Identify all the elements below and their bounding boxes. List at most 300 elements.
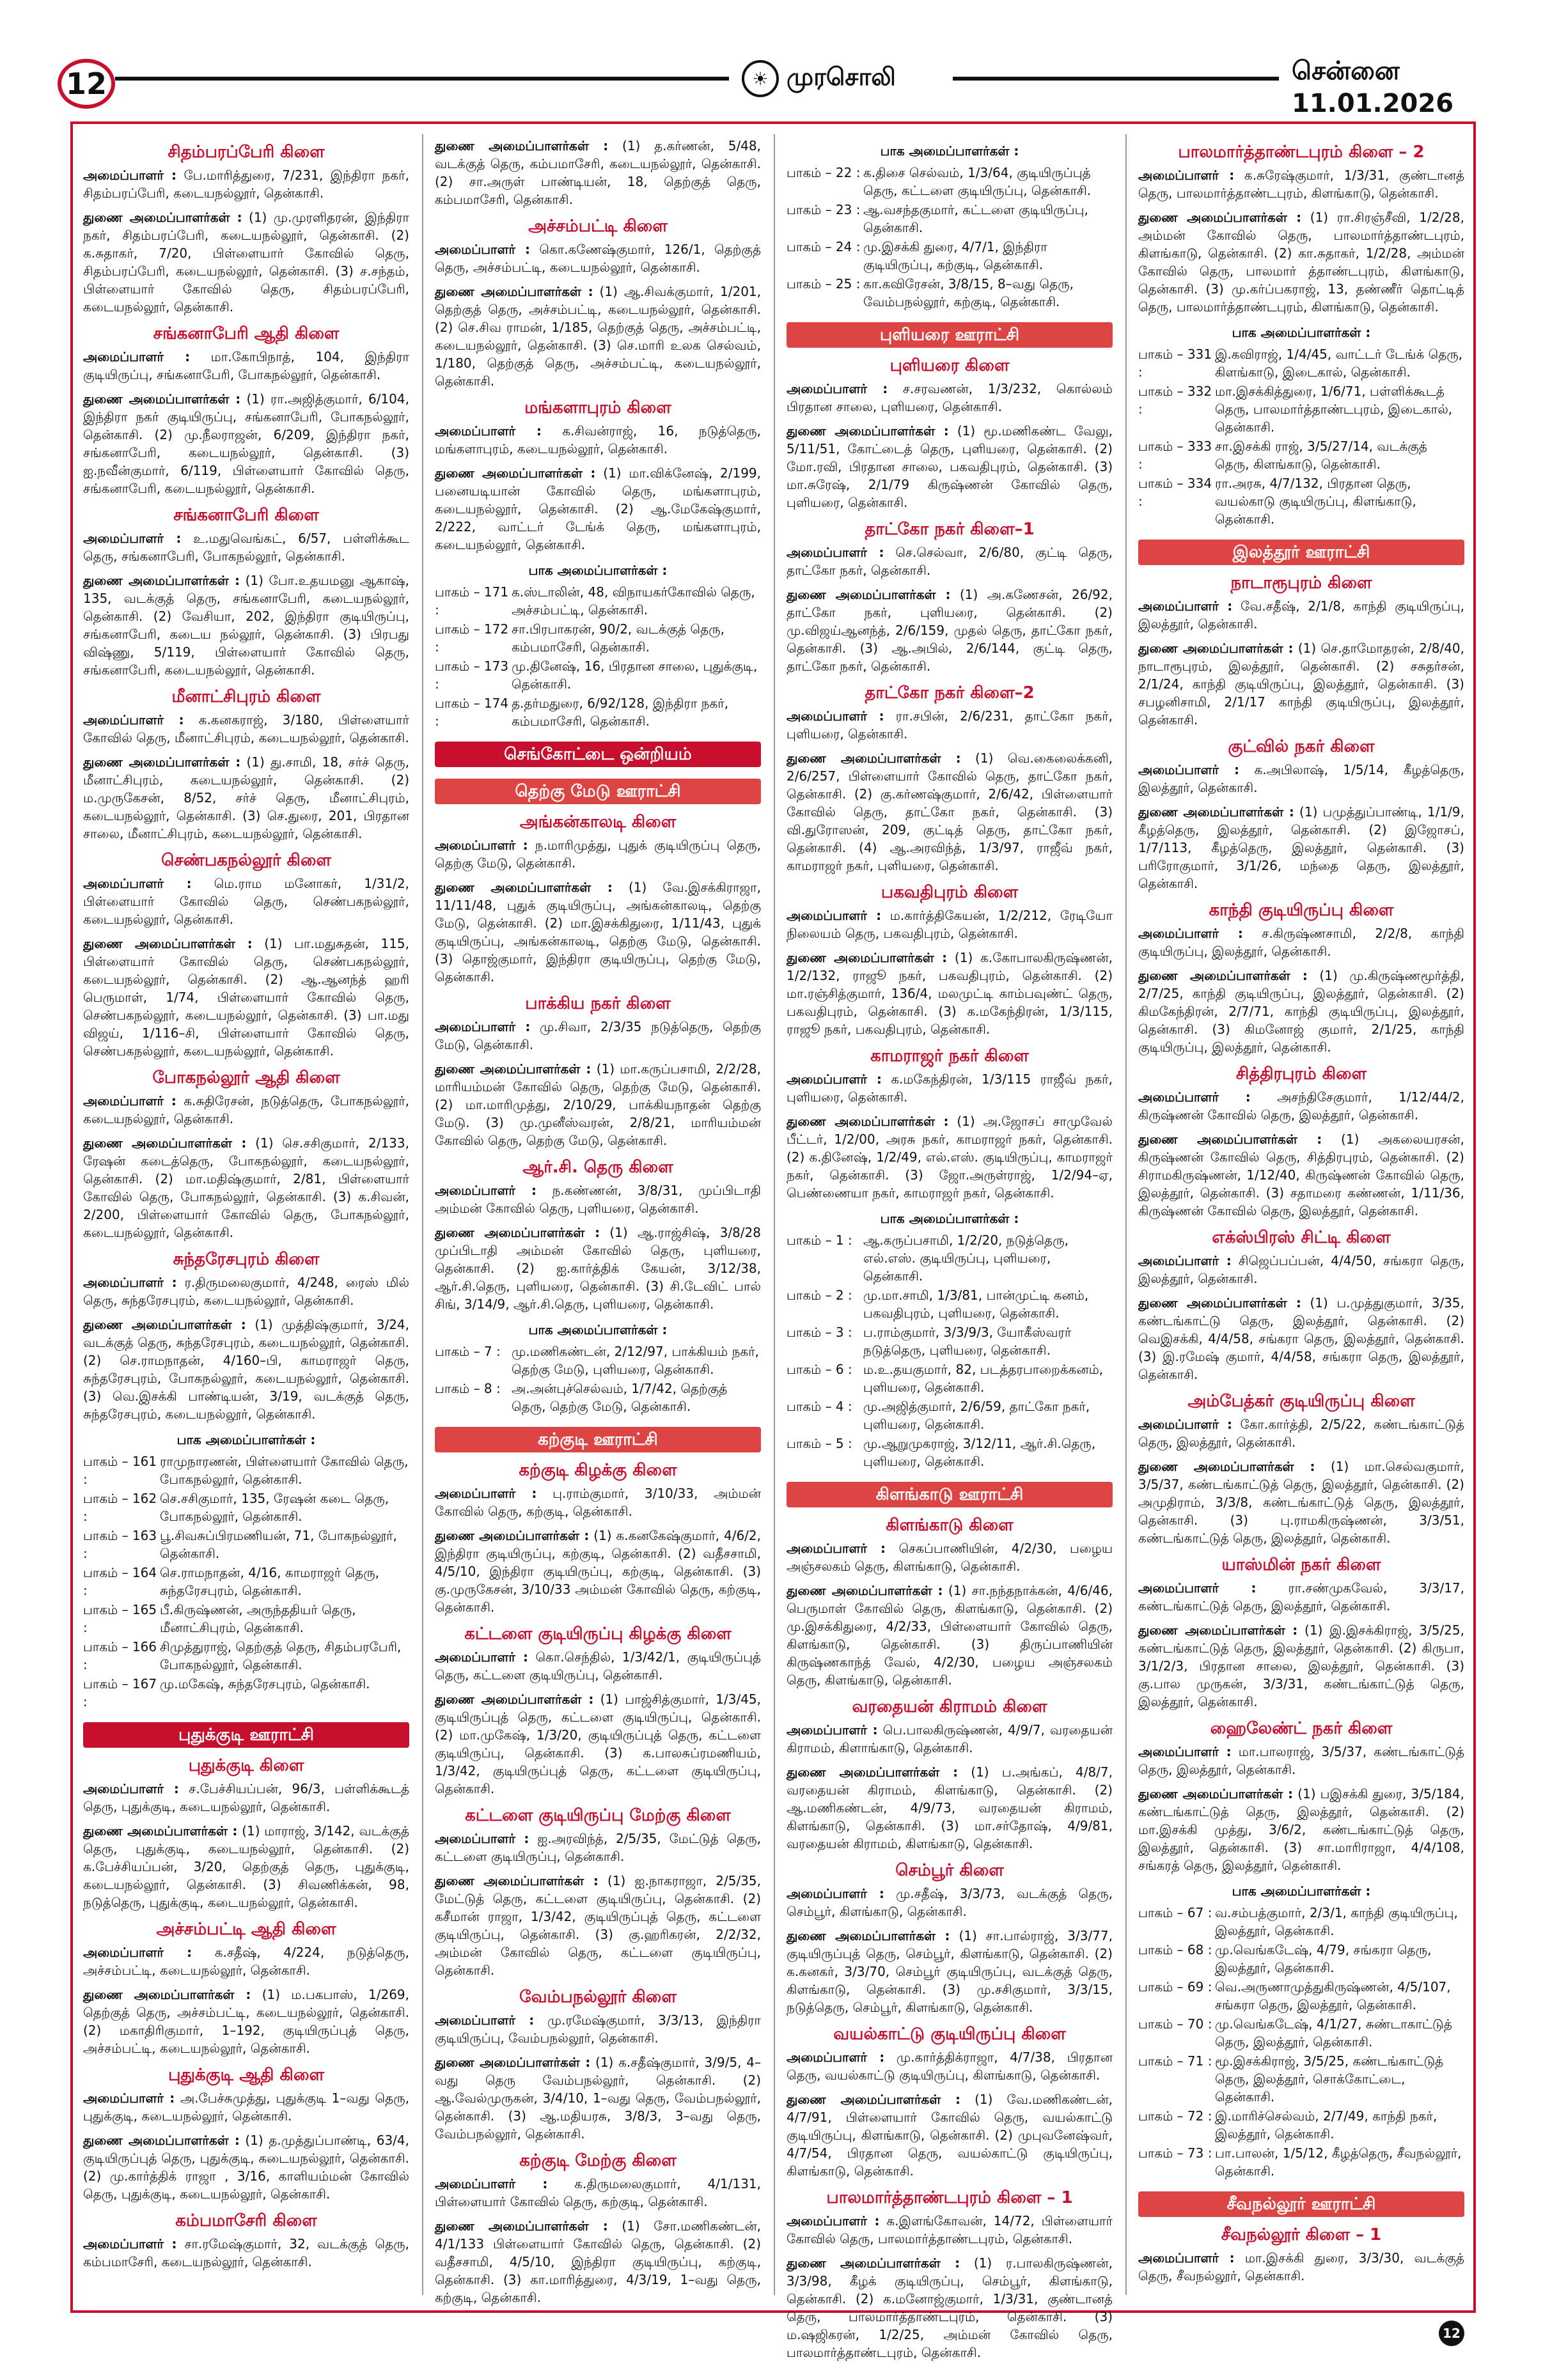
office-bearer-entry [787, 1070, 1113, 1106]
branch-title: கம்பமாசேரி கிளை [175, 2211, 317, 2230]
member-details: வே.சதீஷ், 2/1/8, காந்தி குடியிருப்பு, இலத்தூர், தென்காசி. [1138, 598, 1464, 632]
office-bearer-entry [1138, 1579, 1464, 1615]
role-label: துணை அமைப்பாளர்கள் : [83, 573, 240, 588]
member-details: (1) இ.இசக்கிராஜ், 3/5/25, கண்டங்காட்டுத் தெரு, இலத்தூர், தென்காசி. (2) கிருபா, 3/1/2/3, பிரதான சாலை, இலத்தூர், தென்காசி. (3) கு.பால முருகன், 3/3/31, கண்டங்காட்டுத் தெரு, இலத்தூர், தென்காசி. [1138, 1622, 1464, 1709]
office-bearer-entry [83, 529, 409, 565]
office-bearer-entry [1138, 597, 1464, 633]
office-bearer-entry [435, 1018, 761, 1054]
member-details: (1) ப.அங்கப், 4/8/7, வரதையன் கிராமம், கிளங்காடு, தென்காசி. (2) ஆ.மணிகண்டன், 4/9/73, வரதையன் கிராமம், கிளங்காடு, தென்காசி. (3) மா.சர்தோஷ், 4/9/81, வரதையன் கிராமம், கிளங்காடு, தென்காசி. [787, 1764, 1113, 1851]
ward-organizer: ரா.அரசு, 4/7/132, பிரதான தெரு, வயல்காடு குடியிருப்பு, கிளங்காடு, தென்காசி. [1215, 476, 1416, 527]
branch-title: காந்தி குடியிருப்பு கிளை [1209, 901, 1394, 920]
role-label: அமைப்பாளர் : [1138, 1089, 1251, 1105]
member-details: க.கனகராஜ், 3/180, பிள்ளையார் கோவில் தெரு, மீனாட்சிபுரம், கடையநல்லூர், தென்காசி. [83, 712, 409, 745]
ward-organizer: வெ.அருணாமுத்துகிருஷ்ணன், 4/5/107, சங்கரா தெரு, இலத்தூர், தென்காசி. [1215, 1979, 1451, 2012]
role-label: அமைப்பாளர் : [787, 908, 882, 923]
member-details: சா.ரமேஷ்குமார், 32, வடக்குத் தெரு, கம்பமாசேரி, கடையநல்லூர், தென்காசி. [83, 2236, 410, 2269]
role-label: அமைப்பாளர் : [1138, 598, 1233, 614]
ward-number: பாகம் – 164 : [83, 1565, 157, 1598]
branch-title: ஹைலேண்ட் நகர் கிளை [1210, 1719, 1393, 1738]
ward-row [1138, 1904, 1464, 1940]
ward-organizer: மு.மா.சாமி, 1/3/81, பான்முட்டி கனம், பகவதிபுரம், புளியரை, தென்காசி. [863, 1287, 1089, 1321]
member-details: (1) மு.முரளிதரன், இந்திரா நகர், சிதம்பரப்பேரி, கடையநல்லூர், தென்காசி. (2) க.சுதாகர், 7/20, பிள்ளையார் கோவில் தெரு, சிதம்பரப்பேரி, கடையநல்லூர், தென்காசி. (3) ச.சந்தம், பிள்ளையார் கோவில் தெரு, சிதம்பரப்பேரி, கடையநல்லூர், தென்காசி. [83, 210, 409, 315]
ward-number: பாகம் – 68 : [1138, 1942, 1212, 1957]
section-banner: கற்குடி ஊராட்சி [435, 1427, 761, 1452]
member-details: (1) மா.விக்னேஷ், 2/199, பனையடியான் கோவில் தெரு, மங்களாபுரம், கடையநல்லூர், தென்காசி. (2) ஆ.மேகேஷ்குமார், 2/222, வாட்டர் டேங்க் தெரு, மங்களாபுரம், கடையநல்லூர், தென்காசி. [435, 465, 761, 552]
ward-organizer: மு.வெங்கடேஷ், 4/1/27, சுண்டாகாட்டுத் தெரு, இலத்தூர், தென்காசி. [1215, 2016, 1452, 2049]
ward-row [435, 620, 761, 656]
office-bearer-entry [435, 2217, 761, 2306]
ward-row [787, 1360, 1113, 1396]
member-details: செ.செல்வா, 2/6/80, குட்டி தெரு, தாட்கோ நகர், தென்காசி. [787, 545, 1113, 578]
branch-title: சங்கனாபேரி கிளை [173, 506, 319, 525]
role-label: துணை அமைப்பாளர்கள் : [787, 950, 948, 965]
ward-number: பாகம் – 333 : [1138, 439, 1212, 472]
ward-row [1138, 2052, 1464, 2106]
branch-title: செம்பூர் கிளை [895, 1861, 1004, 1880]
ward-row [787, 164, 1113, 199]
ward-row [1138, 474, 1464, 528]
office-bearer-entry [1138, 166, 1464, 202]
ward-number: பாகம் – 3 : [787, 1325, 852, 1340]
office-bearer-entry [83, 1822, 409, 1911]
office-bearer-entry [435, 836, 761, 872]
role-label: அமைப்பாளர் : [435, 1183, 537, 1198]
role-label: அமைப்பாளர் : [1138, 762, 1240, 777]
ward-organizer: இ.மாரிச்செல்வம், 2/7/49, காந்தி நகர், இலத்தூர், தென்காசி. [1215, 2108, 1437, 2142]
office-bearer-entry [787, 543, 1113, 579]
role-label: துணை அமைப்பாளர்கள் : [1138, 641, 1294, 656]
office-bearer-entry [1138, 1294, 1464, 1383]
branch-title: அம்பேத்கர் குடியிருப்பு கிளை [1187, 1392, 1415, 1411]
member-details: பு.ராம்குமார், 3/10/33, அம்மன் கோவில் தெரு, கற்குடி, தென்காசி. [435, 1486, 761, 1519]
member-details: ஐ.அரவிந்த், 2/5/35, மேட்டுத் தெரு, கட்டளை குடியிருப்பு, தென்காசி. [435, 1831, 762, 1864]
ward-organizer: பூ.சிவசுப்பிரமணியன், 71, போகநல்லூர், தென்காசி. [160, 1528, 397, 1561]
ward-organizer: அ.அன்புச்செல்வம், 1/7/42, தெற்குத் தெரு, தெற்கு மேடு, தென்காசி. [512, 1381, 728, 1414]
office-bearer-entry [1138, 1743, 1464, 1778]
office-bearer-entry [787, 1763, 1113, 1853]
branch-title: பாக்கிய நகர் கிளை [525, 994, 671, 1013]
office-bearer-entry [435, 1527, 761, 1616]
role-label: அமைப்பாளர் : [435, 2176, 548, 2191]
ward-row [1138, 345, 1464, 381]
role-label: அமைப்பாளர் : [435, 2012, 535, 2028]
member-details: மா.கோபிநாத், 104, இந்திரா குடியிருப்பு, சங்கனாபேரி, போகநல்லூர், தென்காசி. [83, 349, 410, 382]
role-label: அமைப்பாளர் : [83, 2090, 175, 2106]
office-bearer-entry [435, 137, 761, 208]
role-label: துணை அமைப்பாளர்கள் : [435, 2218, 608, 2234]
member-details: மெ.ராம மனோகர், 1/31/2, பிள்ளையார் கோவில் தெரு, செண்பகநல்லூர், கடையநல்லூர், தென்காசி. [83, 876, 410, 927]
role-label: துணை அமைப்பாளர்கள் : [435, 1692, 594, 1707]
member-details: ச.பேச்சியப்பன், 96/3, பள்ளிக்கூடத் தெரு, புதுக்குடி, கடையநல்லூர், தென்காசி. [83, 1781, 410, 1814]
role-label: அமைப்பாளர் : [83, 712, 184, 727]
member-details: (1) மா.செல்வகுமார், 3/5/37, கண்டங்காட்டுத் தெரு, இலத்தூர், தென்காசி. (2) அமுதிராம், 3/3/8, கண்டங்காட்டுத் தெரு, இலத்தூர், தென்காசி. (3) பு.ராமகிருஷ்ணன், 3/3/51, கண்டங்காட்டுத் தெரு, இலத்தூர், தென்காசி. [1138, 1459, 1464, 1546]
role-label: துணை அமைப்பாளர்கள் : [83, 1987, 251, 2002]
member-details: (1) அ.ஜோசப் சாமுவேல் பீட்டர், 1/2/00, அரசு நகர், காமராஜர் நகர், தென்காசி. (2) க.தினேஷ், 1/2/49, எல்.எஸ். குடியிருப்பு, காமராஜர் நகர், தென்காசி. (3) ஜோ.அருள்ராஜ், 1/2/94–ஏ, பெண்ணையா நகர், காமராஜர் நகர், தென்காசி. [787, 1114, 1113, 1201]
section-banner: கிளங்காடு ஊராட்சி [787, 1482, 1113, 1507]
role-label: துணை அமைப்பாளர்கள் : [787, 2092, 960, 2107]
ward-number: பாகம் – 5 : [787, 1436, 852, 1451]
ward-number: பாகம் – 6 : [787, 1362, 852, 1377]
ward-number: பாகம் – 332 : [1138, 384, 1212, 417]
ward-number: பாகம் – 171 : [435, 584, 509, 618]
office-bearer-entry [787, 1112, 1113, 1202]
member-details: ரா.சண்முகவேல், 3/3/17, கண்டங்காட்டுத் தெரு, இலத்தூர், தென்காசி. [1138, 1580, 1465, 1614]
ward-number: பாகம் – 4 : [787, 1399, 852, 1414]
office-bearer-entry [83, 1273, 409, 1309]
office-bearer-entry [787, 949, 1113, 1038]
member-details: (1) ரா.சிரஞ்சீவி, 1/2/28, அம்மன் கோவில் தெரு, பாலமார்த்தாண்டபுரம், கிளங்காடு, தென்காசி. (2) கா.சுதாகர், 1/2/28, அம்மன் கோவில் தெரு, பாலமார் த்தாண்டபுரம், கிளங்காடு, தென்காசி. (3) மு.கர்ப்பகராஜ், 13, தண்ணீர் தொட்டித் தெரு, பாலமார்த்தாண்டபுரம், கிளங்காடு, தென்காசி. [1138, 210, 1464, 315]
role-label: துணை அமைப்பாளர்கள் : [1138, 1295, 1301, 1311]
section-banner: புளியரை ஊராட்சி [787, 322, 1113, 348]
office-bearer-entry [83, 2235, 409, 2271]
member-details: சிஜெப்பப்பன், 4/4/50, சங்கரா தெரு, இலத்தூர், தென்காசி. [1138, 1253, 1464, 1286]
office-bearer-entry [435, 1060, 761, 1149]
member-details: மா.இசக்கி துரை, 3/3/30, வடக்குத் தெரு, சீவநல்லூர், தென்காசி. [1138, 2250, 1465, 2283]
role-label: அமைப்பாளர் : [83, 2236, 177, 2252]
office-bearer-entry [83, 348, 409, 384]
office-bearer-entry [787, 1539, 1113, 1575]
role-label: துணை அமைப்பாளர்கள் : [1138, 1459, 1315, 1474]
office-bearer-entry [787, 707, 1113, 743]
branch-title: போகநல்லூர் ஆதி கிளை [152, 1068, 340, 1087]
ward-organizer: செ.சசிகுமார், 135, ரேஷன் கடை தெரு, போகநல்லூர், தென்காசி. [160, 1491, 389, 1524]
branch-title: தாட்கோ நகர் கிளை–1 [865, 520, 1035, 539]
office-bearer-entry [1138, 1458, 1464, 1547]
office-bearer-entry [787, 749, 1113, 875]
office-bearer-entry [435, 1484, 761, 1520]
ward-row [83, 1638, 409, 1674]
office-bearer-entry [787, 2090, 1113, 2180]
masthead [45, 38, 1498, 118]
ward-organizer: ராமுநாரணன், பிள்ளையார் கோவில் தெரு, போகநல்லூர், தென்காசி. [160, 1454, 409, 1487]
office-bearer-entry [83, 2089, 409, 2125]
role-label: துணை அமைப்பாளர்கள் : [435, 465, 596, 481]
office-bearer-entry [435, 1224, 761, 1313]
role-label: துணை அமைப்பாளர்கள் : [435, 1225, 600, 1240]
ward-list-title: பாக அமைப்பாளர்கள் : [880, 143, 1019, 159]
member-details: (1) மாராஜ், 3/142, வடக்குத் தெரு, புதுக்குடி, கடையநல்லூர், தென்காசி. (2) க.பேச்சியப்பன், 3/20, தெற்குத் தெரு, புதுக்குடி, கடையநல்லூர், தென்காசி. (3) சிவணிக்கன், 98, நடுத்தெரு, புதுக்குடி, கடையநல்லூர், தென்காசி. [83, 1823, 409, 1910]
column-3 [787, 134, 1113, 2368]
member-details: உ.மதுவெங்கட், 6/57, பள்ளிக்கூட தெரு, சங்கனாபேரி, போகநல்லூர், தென்காசி. [83, 531, 409, 564]
ward-organizer: மு.வெங்கடேஷ், 4/79, சங்கரா தெரு, இலத்தூர், தென்காசி. [1215, 1942, 1432, 1975]
paper-logo [742, 56, 946, 101]
ward-number: பாகம் – 69 : [1138, 1979, 1212, 1995]
role-label: துணை அமைப்பாளர்கள் : [1138, 1132, 1322, 1147]
ward-organizer: க.திசை செல்வம், 1/3/64, குடியிருப்புத் தெரு, கட்டளை குடியிருப்பு, தென்காசி. [863, 165, 1092, 198]
office-bearer-entry [1138, 924, 1464, 960]
column-2 [435, 134, 761, 2313]
role-label: அமைப்பாளர் : [787, 1541, 886, 1556]
office-bearer-entry [787, 906, 1113, 942]
branch-title: சுந்தரேசபுரம் கிளை [173, 1250, 320, 1269]
member-details: மு.ரமேஷ்குமார், 3/3/13, இந்திரா குடியிருப்பு, வேம்பநல்லூர், தென்காசி. [435, 2012, 762, 2046]
ward-row [435, 657, 761, 693]
ward-number: பாகம் – 166 : [83, 1639, 157, 1672]
ward-organizer: ஆ.வசந்தகுமார், கட்டளை குடியிருப்பு, தென்காசி. [863, 202, 1088, 235]
member-details: க.திருமலைகுமார், 4/1/131, பிள்ளையார் கோவில் தெரு, கற்குடி, தென்காசி. [435, 2176, 762, 2209]
ward-row [1138, 2015, 1464, 2051]
ward-number: பாகம் – 334 : [1138, 476, 1212, 509]
member-details: பே.மாரித்துரை, 7/231, இந்திரா நகர், சிதம்பரப்பேரி, கடையநல்லூர், தென்காசி. [83, 167, 409, 201]
column-divider [774, 134, 775, 2295]
office-bearer-entry [83, 875, 409, 928]
role-label: துணை அமைப்பாளர்கள் : [83, 2133, 240, 2148]
branch-title: சித்திரபுரம் கிளை [1235, 1064, 1367, 1084]
role-label: அமைப்பாளர் : [1138, 1253, 1232, 1268]
masthead-rule-right [953, 77, 1279, 81]
ward-number: பாகம் – 73 : [1138, 2145, 1212, 2161]
ward-number: பாகம் – 67 : [1138, 1905, 1212, 1920]
member-details: (1) முத்திஷ்குமார், 3/24, வடக்குத் தெரு, சுந்தரேசபுரம், கடையநல்லூர், தென்காசி. (2) செ.ராமநாதன், 4/160–பி, காமராஜர் தெரு, சுந்தரேசபுரம், போகநல்லூர், கடையநல்லூர், தென்காசி. (3) வெ.இசக்கி பாண்டியன், 3/19, வடக்குத் தெரு, சுந்தரேசபுரம், கடையநல்லூர், தென்காசி. [83, 1317, 409, 1422]
role-label: துணை அமைப்பாளர்கள் : [1138, 804, 1294, 820]
office-bearer-entry [435, 464, 761, 554]
role-label: அமைப்பாளர் : [1138, 1417, 1232, 1432]
branch-title: கற்குடி கிழக்கு கிளை [519, 1461, 677, 1480]
branch-title: காமராஜர் நகர் கிளை [870, 1046, 1029, 1066]
office-bearer-entry [1138, 208, 1464, 316]
ward-number: பாகம் – 1 : [787, 1233, 852, 1248]
ward-organizer: ம.உ.தயகுமார், 82, படத்தரபாறைக்கனம், புளியரை, தென்காசி. [863, 1362, 1104, 1395]
section-banner: செங்கோட்டை ஒன்றியம் [435, 742, 761, 767]
member-details: (1) அ.கணேசன், 26/92, தாட்கோ நகர், புளியரை, தென்காசி. (2) மு.விஜய்ஆனந்த், 2/6/159, முதல் தெரு, தாட்கோ நகர், தென்காசி. (3) ஆ.அபில், 2/6/144, குட்டி தெரு, தாட்கோ நகர், தென்காசி. [787, 587, 1113, 674]
role-label: அமைப்பாளர் : [83, 876, 192, 891]
ward-number: பாகம் – 162 : [83, 1491, 157, 1524]
role-label: துணை அமைப்பாளர்கள் : [1138, 1786, 1294, 1801]
ward-organizer: த.தர்மதுரை, 6/92/128, இந்திரா நகர், கம்பமாசேரி, தென்காசி. [512, 696, 729, 729]
role-label: அமைப்பாளர் : [435, 242, 530, 257]
office-bearer-entry [83, 1134, 409, 1241]
role-label: துணை அமைப்பாளர்கள் : [787, 1583, 943, 1598]
ward-number: பாகம் – 167 : [83, 1676, 157, 1709]
section-banner: இலத்தூர் ஊராட்சி [1138, 540, 1464, 565]
member-details: (1) செ.சசிகுமார், 2/133, ரேஷன் கடைத்தெரு, போகநல்லூர், கடையநல்லூர், தென்காசி. (2) மா.மதிஷ்குமார், 2/81, பிள்ளையார் கோவில் தெரு, போகநல்லூர், தென்காசி. (3) க.சிவன், 2/200, பிள்ளையார் கோவில் தெரு, போகநல்லூர், கடையநல்லூர், தென்காசி. [83, 1135, 409, 1240]
section-banner: தெற்கு மேடு ஊராட்சி [435, 779, 761, 804]
office-bearer-entry [83, 1092, 409, 1128]
role-label: அமைப்பாளர் : [435, 423, 542, 439]
office-bearer-entry [435, 1872, 761, 1979]
branch-title: அங்கன்காலடி கிளை [519, 813, 677, 832]
ward-organizer: பா.பாலன், 1/5/12, கீழத்தெரு, சீவநல்லூர், தென்காசி. [1215, 2145, 1462, 2179]
office-bearer-entry [787, 1927, 1113, 2016]
edition-info [1292, 56, 1503, 118]
branch-title: சீவநல்லூர் கிளை – 1 [1221, 2225, 1382, 2244]
branch-title: மங்களாபுரம் கிளை [524, 398, 671, 417]
office-bearer-entry [1138, 967, 1464, 1056]
branch-title: நாடாரூபுரம் கிளை [1230, 573, 1372, 593]
branch-title: வேம்பநல்லூர் கிளை [519, 1987, 677, 2007]
ward-row [435, 1342, 761, 1378]
member-details: ர.திருமலைகுமார், 4/248, ரைஸ் மில் தெரு, சுந்தரேசபுரம், கடையநல்லூர், தென்காசி. [83, 1275, 410, 1308]
branch-title: கட்டளை குடியிருப்பு மேற்கு கிளை [465, 1806, 731, 1825]
office-bearer-entry [1138, 639, 1464, 729]
office-bearer-entry [435, 1181, 761, 1217]
ward-list-title: பாக அமைப்பாளர்கள் : [528, 1322, 668, 1337]
ward-number: பாகம் – 25 : [787, 276, 861, 292]
ward-number: பாகம் – 8 : [435, 1381, 501, 1396]
member-details: (1) பஇசக்கி துரை, 3/5/184, கண்டங்காட்டுத் தெரு, இலத்தூர், தென்காசி. (2) மா.இசக்கி முத்து, 3/6/2, கண்டங்காட்டுத் தெரு, இலத்தூர், தென்காசி. (3) சா.மாரிராஜா, 4/4/108, சங்கரத் தெரு, இலத்தூர், தென்காசி. [1138, 1786, 1464, 1873]
member-details: (1) சா.பால்ராஜ், 3/3/77, குடியிருப்புத் தெரு, செம்பூர், கிளங்காடு, தென்காசி. (2) க.கனகர், 3/3/70, செம்பூர் குடியிருப்பு, வடக்குத் தெரு, கிளங்காடு, தென்காசி. (3) மு.சசிகுமார், 3/3/15, நடுத்தெரு, செம்பூர், கிளங்காடு, தென்காசி. [787, 1928, 1113, 2015]
office-bearer-entry [435, 422, 761, 458]
role-label: அமைப்பாளர் : [435, 1831, 529, 1846]
ward-number: பாகம் – 331 : [1138, 346, 1212, 380]
role-label: துணை அமைப்பாளர்கள் : [1138, 1622, 1298, 1638]
office-bearer-entry [83, 1986, 409, 2057]
member-details: (1) ப.முத்துகுமார், 3/35, கண்டங்காட்டு தெரு, இலத்தூர், தென்காசி. (2) வெஇசக்கி, 4/4/58, சங்கரா தெரு, இலத்தூர், தென்காசி. (3) இ.ரமேஷ் குமார், 4/4/58, சங்கரா தெரு, இலத்தூர், தென்காசி. [1138, 1295, 1464, 1382]
ward-number: பாகம் – 173 : [435, 658, 509, 692]
office-bearer-entry [1138, 1130, 1464, 1220]
office-bearer-entry [83, 711, 409, 747]
role-label: அமைப்பாளர் : [787, 2049, 885, 2065]
branch-title: செண்பகநல்லூர் கிளை [161, 851, 331, 870]
role-label: துணை அமைப்பாளர்கள் : [787, 2255, 960, 2271]
role-label: அமைப்பாளர் : [1138, 1744, 1232, 1759]
branch-title: தாட்கோ நகர் கிளை–2 [865, 683, 1035, 703]
role-label: துணை அமைப்பாளர்கள் : [435, 880, 613, 895]
footer-page-number: 12 [1439, 2321, 1464, 2346]
role-label: துணை அமைப்பாளர்கள் : [83, 936, 253, 951]
branch-title: கட்டளை குடியிருப்பு கிழக்கு கிளை [464, 1624, 732, 1644]
role-label: துணை அமைப்பாளர்கள் : [435, 1873, 599, 1888]
office-bearer-entry [435, 1830, 761, 1865]
branch-title: புதுக்குடி கிளை [188, 1756, 304, 1775]
member-details: அசந்திசேகுமார், 1/12/44/2, கிருஷ்ணன் கோவில் தெரு, இலத்தூர், தென்காசி. [1138, 1089, 1465, 1123]
ward-organizer: வ.சம்பத்குமார், 2/3/1, காந்தி குடியிருப்பு, இலத்தூர், தென்காசி. [1215, 1905, 1458, 1938]
office-bearer-entry [435, 2011, 761, 2047]
ward-row [787, 1323, 1113, 1359]
member-details: கொ.கணேஷ்குமார், 126/1, தெற்குத் தெரு, அச்சம்பட்டி, கடையநல்லூர், தென்காசி. [435, 242, 761, 275]
member-details: (1) ரா.அஜித்குமார், 6/104, இந்திரா நகர் குடியிருப்பு, சங்கனாபேரி, போகநல்லூர், தென்காசி. (2) மு.நீலராஜன், 6/209, இந்திரா நகர், சங்கனாபேரி, கடையநல்லூர், தென்காசி. (3) ஐ.நவீன்குமார், 6/119, பிள்ளையார் கோவில் தெரு, சங்கனாபேரி, கடையநல்லூர், தென்காசி. [83, 391, 409, 496]
office-bearer-entry [787, 380, 1113, 416]
ward-number: பாகம் – 24 : [787, 239, 861, 254]
branch-title: ஆர்.சி. தெரு கிளை [522, 1158, 673, 1177]
role-label: துணை அமைப்பாளர்கள் : [435, 2055, 591, 2070]
member-details: (1) ஆ.சிவக்குமார், 1/201, தெற்குத் தெரு, அச்சம்பட்டி, கடையநல்லூர், தென்காசி. (2) செ.சிவ ராமன், 1/185, தெற்குத் தெரு, அச்சம்பட்டி, கடையநல்லூர், தென்காசி. (3) செ.மாரி உலக செல்வம், 1/180, தெற்குத் தெரு, அச்சம்பட்டி, கடையநல்லூர், தென்காசி. [435, 284, 761, 389]
ward-organizer: மு.மகேஷ், சுந்தரேசபுரம், தென்காசி. [160, 1676, 370, 1692]
role-label: அமைப்பாளர் : [1138, 2250, 1235, 2266]
member-details: மு.சதீஷ், 3/3/73, வடக்குத் தெரு, செம்பூர், கிளங்காடு, தென்காசி. [787, 1886, 1113, 1919]
role-label: அமைப்பாளர் : [83, 1093, 176, 1108]
role-label: அமைப்பாளர் : [435, 837, 528, 853]
ward-row [787, 238, 1113, 274]
member-details: (1) வே.இசக்கிராஜா, 11/11/48, புதுக் குடியிருப்பு, அங்கன்காலடி, தெற்கு மேடு, தென்காசி. (2) மா.இசக்கிதுரை, 1/11/43, புதுக் குடியிருப்பு, அங்கன்காலடி, தெற்கு மேடு, தென்காசி. (3) தொஜ்குமார், இந்திரா குடியிருப்பு, தெற்கு மேடு, தென்காசி. [435, 880, 762, 984]
branch-title: சிதம்பரப்பேரி கிளை [168, 143, 325, 162]
branch-title: கிளங்காடு கிளை [886, 1516, 1014, 1535]
member-details: (1) மு.கிருஷ்ணமூர்த்தி, 2/7/25, காந்தி குடியிருப்பு, இலத்தூர், தென்காசி. (2) கிமகேந்திரன், 2/7/71, காந்தி குடியிருப்பு, இலத்தூர், தென்காசி. (3) கிமனோஜ் குமார், 2/1/25, காந்தி குடியிருப்பு, இலத்தூர், தென்காசி. [1138, 968, 1464, 1055]
ward-list-title: பாக அமைப்பாளர்கள் : [880, 1211, 1019, 1226]
role-label: துணை அமைப்பாளர்கள் : [787, 751, 961, 766]
office-bearer-entry [83, 935, 409, 1060]
office-bearer-entry [83, 1316, 409, 1423]
office-bearer-entry [83, 1943, 409, 1979]
office-bearer-entry [1138, 761, 1464, 797]
member-details: (1) பமுத்துப்பாண்டி, 1/1/9, கீழத்தெரு, இலத்தூர், தென்காசி. (2) இஜோசப், 1/7/113, கீழத்தெரு, இலத்தூர், தென்காசி. (3) பரிரோகுமார், 3/1/26, மந்தை தெரு, இலத்தூர், தென்காசி. [1138, 804, 1464, 891]
branch-title: மீனாட்சிபுரம் கிளை [171, 687, 321, 706]
member-details: (1) சா.நந்தநாக்கன், 4/6/46, பெருமாள் கோவில் தெரு, கிளங்காடு, தென்காசி. (2) மு.இசக்கிதுரை, 4/2/33, பிள்ளையார் கோவில் தெரு, கிளங்காடு, தென்காசி. (3) திருப்பாணியின் கிருஷ்ணகாந்த் வேல், 4/2/30, பழைய அஞ்சலகம் தெரு, கிளங்காடு, தென்காசி. [787, 1583, 1113, 1688]
member-details: ந.கண்ணன், 3/8/31, முப்பிடாதி அம்மன் கோவில் தெரு, புளியரை, தென்காசி. [435, 1183, 762, 1216]
ward-number: பாகம் – 163 : [83, 1528, 157, 1561]
branch-title: புதுக்குடி ஆதி கிளை [168, 2065, 324, 2085]
masthead-rule-left [115, 77, 729, 81]
role-label: அமைப்பாளர் : [787, 381, 888, 396]
branch-title: அச்சம்பட்டி கிளை [528, 217, 668, 236]
sun-logo-icon: ☀ [742, 60, 779, 97]
member-details: (1) மா.கருப்பசாமி, 2/2/28, மாரியம்மன் கோவில் தெரு, தெற்கு மேடு, தென்காசி. (2) மா.மாரிமுத்து, 2/10/29, பாக்கியநாதன் தெற்கு மேடு. (3) மு.முனீஸ்வரன், 2/8/21, மாரியம்மன் கோவில் தெரு, தெற்கு மேடு, தென்காசி. [435, 1061, 761, 1148]
ward-number: பாகம் – 172 : [435, 621, 509, 655]
ward-row [787, 1435, 1113, 1470]
role-label: துணை அமைப்பாளர்கள் : [435, 1528, 590, 1543]
member-details: (1) ஆ.ராஜ்சிஷ், 3/8/28 முப்பிடாதி அம்மன் கோவில் தெரு, புளியரை, தென்காசி. (2) ஐ.கார்த்திக் கேயன், 3/12/38, ஆர்.சி.தெரு, புளியரை, தென்காசி. (3) சி.டேவிட் பால் சிங், 3/14/9, ஆர்.சி.தெரு, புளியரை, தென்காசி. [435, 1225, 761, 1312]
ward-organizer: செ.ராமநாதன், 4/16, காமராஜர் தெரு, சுந்தரேசபுரம், தென்காசி. [160, 1565, 380, 1598]
office-bearer-entry [83, 166, 409, 202]
office-bearer-entry [787, 1885, 1113, 1920]
office-bearer-entry [435, 240, 761, 276]
branch-title: பாலமார்த்தாண்டபுரம் கிளை – 2 [1178, 143, 1425, 162]
member-details: (1) சோ.மணிகண்டன், 4/1/133 பிள்ளையார் கோவில் தெரு, தென்காசி. (2) வதீசசாமி, 4/5/10, இந்திரா குடியிருப்பு, கற்குடி, தென்காசி. (3) கா.மாரித்துரை, 4/3/19, 1–வது தெரு, கற்குடி, தென்காசி. [435, 2218, 761, 2305]
ward-row [1138, 382, 1464, 436]
office-bearer-entry [435, 1690, 761, 1798]
office-bearer-entry [1138, 2249, 1464, 2285]
ward-organizer: மு.அஜித்குமார், 2/6/59, தாட்கோ நகர், புளியரை, தென்காசி. [863, 1399, 1090, 1432]
ward-organizer: சிமுத்துராஜ், தெற்குத் தெரு, சிதம்பரபேரி, போகநல்லூர், தென்காசி. [160, 1639, 402, 1672]
role-label: அமைப்பாளர் : [83, 167, 176, 183]
member-details: ந.மாரிமுத்து, புதுக் குடியிருப்பு தெரு, தெற்கு மேடு, தென்காசி. [435, 837, 761, 871]
ward-row [1138, 437, 1464, 473]
member-details: க.சிவன்ராஜ், 16, நடுத்தெரு, மங்களாபுரம், கடையநல்லூர், தென்காசி. [435, 423, 762, 456]
member-details: (1) பா.மதுசுதன், 115, பிள்ளையார் கோவில் தெரு, செண்பகநல்லூர், கடையநல்லூர், தென்காசி. (2) ஆ.ஆனந்த் ஹரி பெருமாள், 1/74, பிள்ளையார் கோவில் தெரு, செண்பகநல்லூர், கடையநல்லூர், தென்காசி. (3) பா.மது விஜய், 1/116–சி, பிள்ளையார் கோவில் தெரு, செண்பகநல்லூர், கடையநல்லூர், தென்காசி. [83, 936, 409, 1059]
ward-number: பாகம் – 71 : [1138, 2053, 1212, 2069]
office-bearer-entry [1138, 803, 1464, 892]
role-label: துணை அமைப்பாளர்கள் : [787, 1928, 950, 1943]
branch-title: புளியரை கிளை [889, 356, 1010, 375]
office-bearer-entry [1138, 1621, 1464, 1711]
member-details: செகப்பாணியின், 4/2/30, பழைய அஞ்சலகம் தெரு, கிளங்காடு, தென்காசி. [787, 1541, 1113, 1574]
member-details: (1) ர.பாலகிருஷ்ணன், 3/3/98, கீழக் குடியிருப்பு, செம்பூர், கிளங்காடு, தென்காசி. (2) க.மனோஜ்குமார், 1/3/31, குண்டானத் தெரு, பாலமார்த்தாண்டபுரம், தென்காசி. (3) ம.ஷஜிகரன், 1/2/25, அம்மன் கோவில் தெரு, பாலமார்த்தாண்டபுரம், தென்காசி. [787, 2255, 1113, 2360]
role-label: துணை அமைப்பாளர்கள் : [83, 391, 241, 407]
ward-organizer: க.ஸ்டாலின், 48, விநாயகர்கோவில் தெரு, அச்சம்பட்டி, தென்காசி. [512, 584, 755, 618]
ward-list-title: பாக அமைப்பாளர்கள் : [528, 563, 668, 578]
ward-row [435, 583, 761, 619]
role-label: துணை அமைப்பாளர்கள் : [787, 587, 951, 602]
member-details: பெ.பாலகிருஷ்ணன், 4/9/7, வரதையன் கிராமம், கிளாங்காடு, தென்காசி. [787, 1722, 1113, 1755]
column-4 [1138, 134, 1464, 2291]
ward-organizer: கா.கவிரேசன், 3/8/15, 8–வது தெரு, வேம்பநல்லூர், கற்குடி, தென்காசி. [863, 276, 1074, 309]
member-details: (1) பாஜ்சித்குமார், 1/3/45, குடியிருப்புத் தெரு, கட்டளை குடியிருப்பு, தென்காசி. (2) மா.முகேஷ், 1/3/20, குடியிருப்புத் தெரு, கட்டளை குடியிருப்பு, தென்காசி. (3) க.பாலசுப்ரமணியம், 1/3/42, குடியிருப்புத் தெரு, கட்டளை குடியிருப்பு, தென்காசி. [435, 1692, 761, 1796]
office-bearer-entry [83, 208, 409, 316]
office-bearer-entry [787, 1582, 1113, 1689]
office-bearer-entry [1138, 1415, 1464, 1451]
member-details: (1) போ.உதயமனு ஆகாஷ், 135, வடக்குத் தெரு, சங்கனாபேரி, கடையநல்லூர், தென்காசி. (2) வேசியா, 202, இந்திரா குடியிருப்பு, சங்கனாபேரி, கடைய நல்லூர், தென்காசி. (3) பிரபது விஷ்ணு, 5/119, பிள்ளையார் கோவில் தெரு, சங்கனாபேரி, கடையநல்லூர், தென்காசி. [83, 573, 409, 678]
section-banner: புதுக்குடி ஊராட்சி [83, 1722, 409, 1748]
ward-organizer: மூ.இசக்கிராஜ், 3/5/25, கண்டங்காட்டுத் தெரு, இலத்தூர், சொக்கோட்டை, தென்காசி. [1215, 2053, 1444, 2104]
member-details: ச.கிருஷ்ணசாமி, 2/2/8, காந்தி குடியிருப்பு, இலத்தூர், தென்காசி. [1138, 926, 1465, 959]
branch-title: சங்கனாபேரி ஆதி கிளை [153, 324, 340, 343]
ward-row [787, 1286, 1113, 1322]
role-label: அமைப்பாளர் : [83, 1945, 192, 1960]
office-bearer-entry [435, 2053, 761, 2143]
ward-organizer: சா.இசக்கி ராஜ், 3/5/27/14, வடக்குத் தெரு, கிளங்காடு, தென்காசி. [1215, 439, 1427, 472]
ward-row [787, 1231, 1113, 1285]
member-details: கொ.செந்தில், 1/3/42/1, குடியிருப்புத் தெரு, கட்டளை குடியிருப்பு, தென்காசி. [435, 1649, 762, 1683]
member-details: (1) த.முத்துப்பாண்டி, 63/4, குடியிருப்புத் தெரு, புதுக்குடி, கடையநல்லூர், தென்காசி. (2) மு.கார்த்திக் ராஜா , 3/16, காளியம்மன் கோவில் தெரு, புதுக்குடி, கடையநல்லூர், தென்காசி. [83, 2133, 409, 2202]
role-label: அமைப்பாளர் : [83, 531, 182, 546]
member-details: (1) வெ.கைலைக்கனி, 2/6/257, பிள்ளையார் கோவில் தெரு, தாட்கோ நகர், தென்காசி. (2) கு.கர்ணஷ்குமார், 2/6/42, பிள்ளையார் கோவில் தெரு, தாட்கோ நகர், தென்காசி. (3) வி.துரோஸன், 209, குட்டித் தெரு, தாட்கோ நகர், தென்காசி. (4) ஆ.அரவிந்த், 1/3/97, ராஜீவ் நகர், காமராஜர் நகர், புளியரை, தென்காசி. [787, 751, 1113, 873]
branch-title: அச்சம்பட்டி ஆதி கிளை [156, 1920, 336, 1939]
member-details: க.சுதிரேசன், நடுத்தெரு, போகநல்லூர், கடையநல்லூர், தென்காசி. [83, 1093, 410, 1126]
ward-number: பாகம் – 72 : [1138, 2108, 1212, 2124]
ward-number: பாகம் – 23 : [787, 202, 861, 217]
ward-number: பாகம் – 7 : [435, 1344, 501, 1359]
column-divider [422, 134, 423, 2295]
